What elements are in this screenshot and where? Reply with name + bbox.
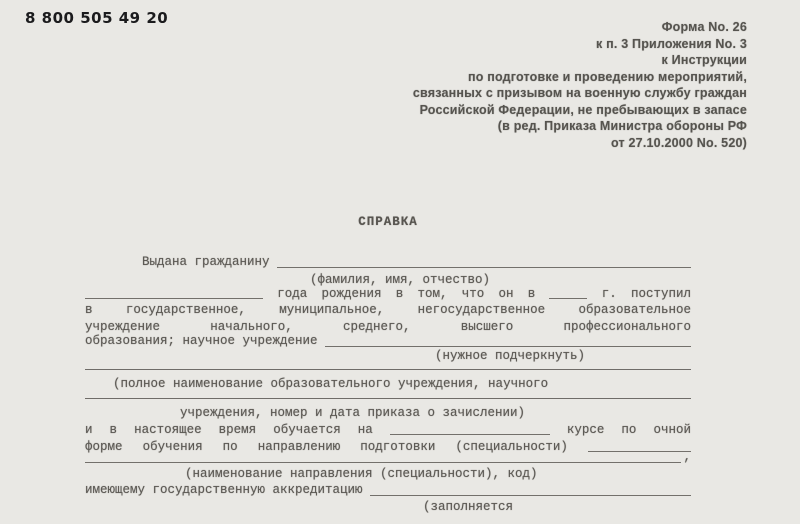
- science-institution-blank: [325, 334, 691, 347]
- full-name-caption-2: учреждения, номер и дата приказа о зачислении): [180, 406, 526, 420]
- accreditation-label: имеющему государственную аккредитацию: [85, 483, 363, 497]
- specialty-blank: [85, 450, 681, 463]
- accreditation-line: [85, 483, 691, 497]
- phone-watermark: 8 800 505 49 20: [25, 9, 169, 27]
- form-header-line: к Инструкции: [661, 53, 747, 67]
- birth-year-line: [85, 287, 691, 301]
- full-name-blank: [277, 255, 691, 268]
- birth-line-text: года рождения в том, что он в: [277, 287, 536, 301]
- filled-caption: (заполняется: [423, 500, 514, 514]
- birth-year-blank: [85, 288, 263, 299]
- form-header: [413, 19, 747, 151]
- form-header-line: (в ред. Приказа Министра обороны РФ: [497, 119, 747, 133]
- admission-year-blank: [549, 288, 587, 299]
- form-header-line: связанных с призывом на военную службу граждан: [412, 86, 747, 100]
- institution-line-1: в государственное, муниципальное, негосударственное образовательное: [85, 303, 691, 317]
- institution-line-3: [85, 334, 691, 348]
- institution-line-3-text: образования; научное учреждение: [85, 334, 318, 348]
- form-header-line: по подготовке и проведению мероприятий,: [467, 69, 747, 84]
- order-blank-line: [85, 398, 691, 399]
- form-header-line: от 27.10.2000 No. 520): [611, 135, 747, 150]
- document-title: СПРАВКА: [358, 215, 418, 229]
- form-header-line: Форма No. 26: [661, 20, 747, 34]
- name-caption: (фамилия, имя, отчество): [310, 273, 491, 287]
- specialty-blank-line: [85, 450, 691, 464]
- study-line-1-text: и в настоящее время обучается на: [85, 423, 373, 437]
- issued-to-label: Выдана гражданину: [142, 255, 270, 269]
- course-blank: [390, 424, 550, 435]
- accreditation-blank: [370, 483, 691, 496]
- specialty-caption: (наименование направления (специальности), код): [185, 467, 538, 481]
- institution-name-blank-line: [85, 369, 691, 370]
- underline-caption: (нужное подчеркнуть): [435, 349, 586, 363]
- study-line-2-text: форме обучения по направлению подготовки (специальности): [85, 440, 568, 454]
- birth-line-text-2: г. поступил: [601, 287, 691, 301]
- form-header-line: к п. 3 Приложения No. 3: [595, 36, 747, 51]
- study-line-1-text-2: курсе по очной: [566, 423, 691, 437]
- comma-text: ,: [683, 450, 691, 464]
- institution-line-2: учреждение начального, среднего, высшего профессионального: [85, 320, 691, 334]
- full-name-caption-1: (полное наименование образовательного учреждения, научного: [113, 377, 549, 391]
- form-header-line: Российской Федерации, не пребывающих в запасе: [419, 102, 747, 117]
- study-line-1: [85, 423, 691, 437]
- issued-to-line: [85, 255, 691, 269]
